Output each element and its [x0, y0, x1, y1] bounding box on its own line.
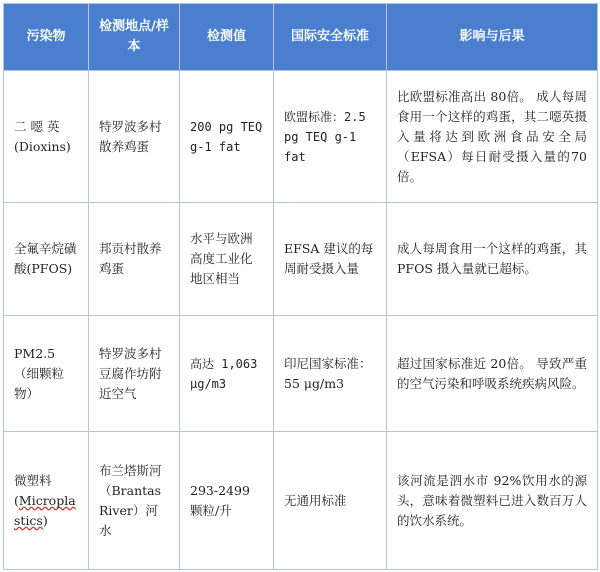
table-row [4, 71, 598, 203]
cell-site: 特罗波多村散养鸡蛋 [89, 71, 180, 203]
cell-standard: 欧盟标准：2.5 pg TEQ g-1 fat [274, 71, 387, 203]
cell-impact: 比欧盟标准高出 80倍。 成人每周食用一个这样的鸡蛋，其二噁英摄入量将达到欧洲食品安全局（EFSA）每日耐受摄入量的70倍。 [387, 71, 598, 203]
header-site: 检测地点/样本 [89, 4, 180, 71]
cell-standard: 印尼国家标准：55 μg/m3 [274, 316, 387, 432]
cell-pollutant: PM2.5 （细颗粒物） [4, 316, 89, 432]
cell-pollutant: 二 噁 英(Dioxins) [4, 71, 89, 203]
table-header-row [4, 4, 598, 71]
cell-site: 特罗波多村豆腐作坊附近空气 [89, 316, 180, 432]
cell-value: 高达 1,063 μg/m3 [180, 316, 274, 432]
table-row [4, 432, 598, 570]
pollution-table [3, 3, 598, 570]
spellcheck-word: Microplastics [14, 492, 76, 528]
header-impact: 影响与后果 [387, 4, 598, 71]
cell-impact: 超过国家标准近 20倍。 导致严重的空气污染和呼吸系统疾病风险。 [387, 316, 598, 432]
header-pollutant: 污染物 [4, 4, 89, 71]
header-standard: 国际安全标准 [274, 4, 387, 71]
cell-impact: 成人每周食用一个这样的鸡蛋，其 PFOS 摄入量就已超标。 [387, 203, 598, 316]
header-value: 检测值 [180, 4, 274, 71]
cell-site: 布兰塔斯河（Brantas River）河水 [89, 432, 180, 570]
table-row [4, 316, 598, 432]
cell-value: 293-2499 颗粒/升 [180, 432, 274, 570]
cell-standard: EFSA 建议的每周耐受摄入量 [274, 203, 387, 316]
cell-standard: 无通用标准 [274, 432, 387, 570]
cell-impact: 该河流是泗水市 92%饮用水的源头，意味着微塑料已进入数百万人的饮水系统。 [387, 432, 598, 570]
cell-pollutant: 微塑料(Microplastics) [4, 432, 89, 570]
cell-value: 水平与欧洲高度工业化地区相当 [180, 203, 274, 316]
table-row [4, 203, 598, 316]
cell-value: 200 pg TEQ g-1 fat [180, 71, 274, 203]
cell-pollutant: 全氟辛烷磺 酸(PFOS) [4, 203, 89, 316]
cell-site: 邦贡村散养鸡蛋 [89, 203, 180, 316]
table-container [3, 3, 597, 569]
